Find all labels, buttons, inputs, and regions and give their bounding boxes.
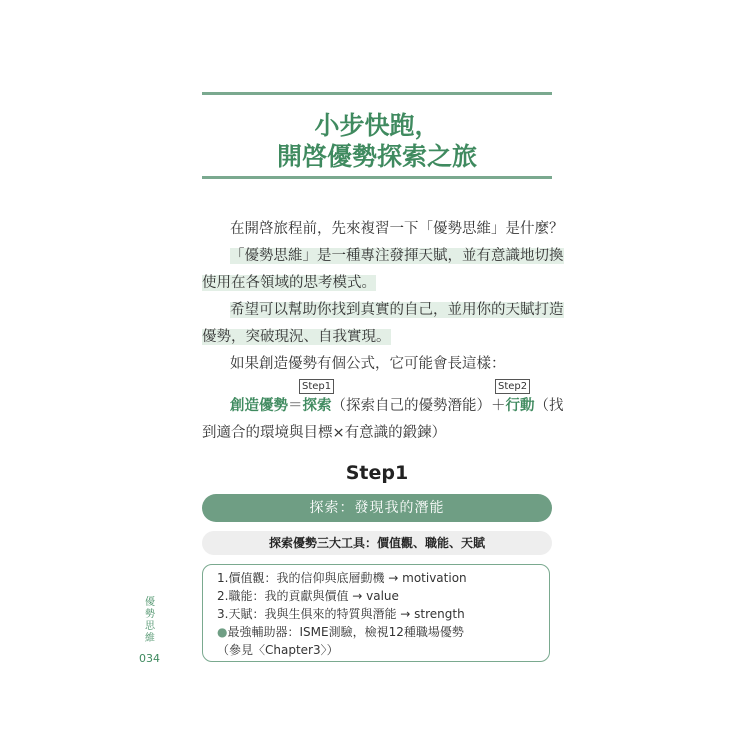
running-header-char: 勢 (145, 609, 155, 620)
formula-plus: ＋ (491, 398, 506, 414)
formula-create: 創造優勢 (230, 398, 288, 414)
tools-box (202, 564, 550, 662)
running-header-char: 思 (145, 621, 155, 632)
formula-explore: 探索 (302, 398, 332, 414)
intro-p2-line1: 「優勢思維」是一種專注發揮天賦，並有意識地切換 (230, 248, 564, 264)
intro-text (202, 216, 564, 378)
formula-action-note-b: 到適合的環境與目標×有意識的鍛鍊） (202, 425, 447, 441)
step-heading: Step1 (345, 462, 409, 484)
page-number: 034 (139, 652, 160, 665)
running-header-char: 優 (145, 597, 155, 608)
tool-item: 3.天賦：我與生俱來的特質與潛能 → strength (217, 607, 465, 621)
running-header (143, 597, 157, 645)
top-rule (202, 92, 552, 95)
tool-item: 2.職能：我的貢獻與價值 → value (217, 589, 399, 603)
bullet-icon: ● (217, 625, 228, 639)
step1-tag: Step1 (299, 379, 334, 394)
chapter-title-line2: 開啓優勢探索之旅 (276, 142, 477, 171)
aid-line1: 最強輔助器：ISME測驗，檢視12種職場優勢 (227, 625, 464, 639)
running-header-char: 維 (145, 633, 155, 644)
tools-heading: 探索優勢三大工具：價值觀、職能、天賦 (202, 531, 552, 555)
intro-p3-line1: 希望可以幫助你找到真實的自己，並用你的天賦打造 (230, 302, 564, 318)
formula-explore-note: （探索自己的優勢潛能） (331, 398, 491, 414)
formula-action-note-a: （找 (534, 398, 564, 414)
aid-line2: （參見〈Chapter3〉） (217, 643, 339, 657)
intro-p4: 如果創造優勢有個公式，它可能會長這樣： (230, 356, 506, 372)
formula-action: 行動 (505, 398, 535, 414)
bottom-rule (202, 176, 552, 179)
step2-tag: Step2 (495, 379, 530, 394)
tool-item: 1.價值觀：我的信仰與底層動機 → motivation (217, 571, 467, 585)
formula-equals: ＝ (288, 398, 303, 414)
intro-p2-line2: 使用在各領域的思考模式。 (202, 275, 376, 291)
explore-banner: 探索：發現我的潛能 (202, 494, 552, 522)
intro-p3-line2: 優勢，突破現況、自我實現。 (202, 329, 391, 345)
formula (202, 393, 564, 447)
chapter-title-line1: 小步快跑， (314, 111, 440, 140)
intro-p1: 在開啓旅程前，先來複習一下「優勢思維」是什麼？ (230, 221, 564, 237)
